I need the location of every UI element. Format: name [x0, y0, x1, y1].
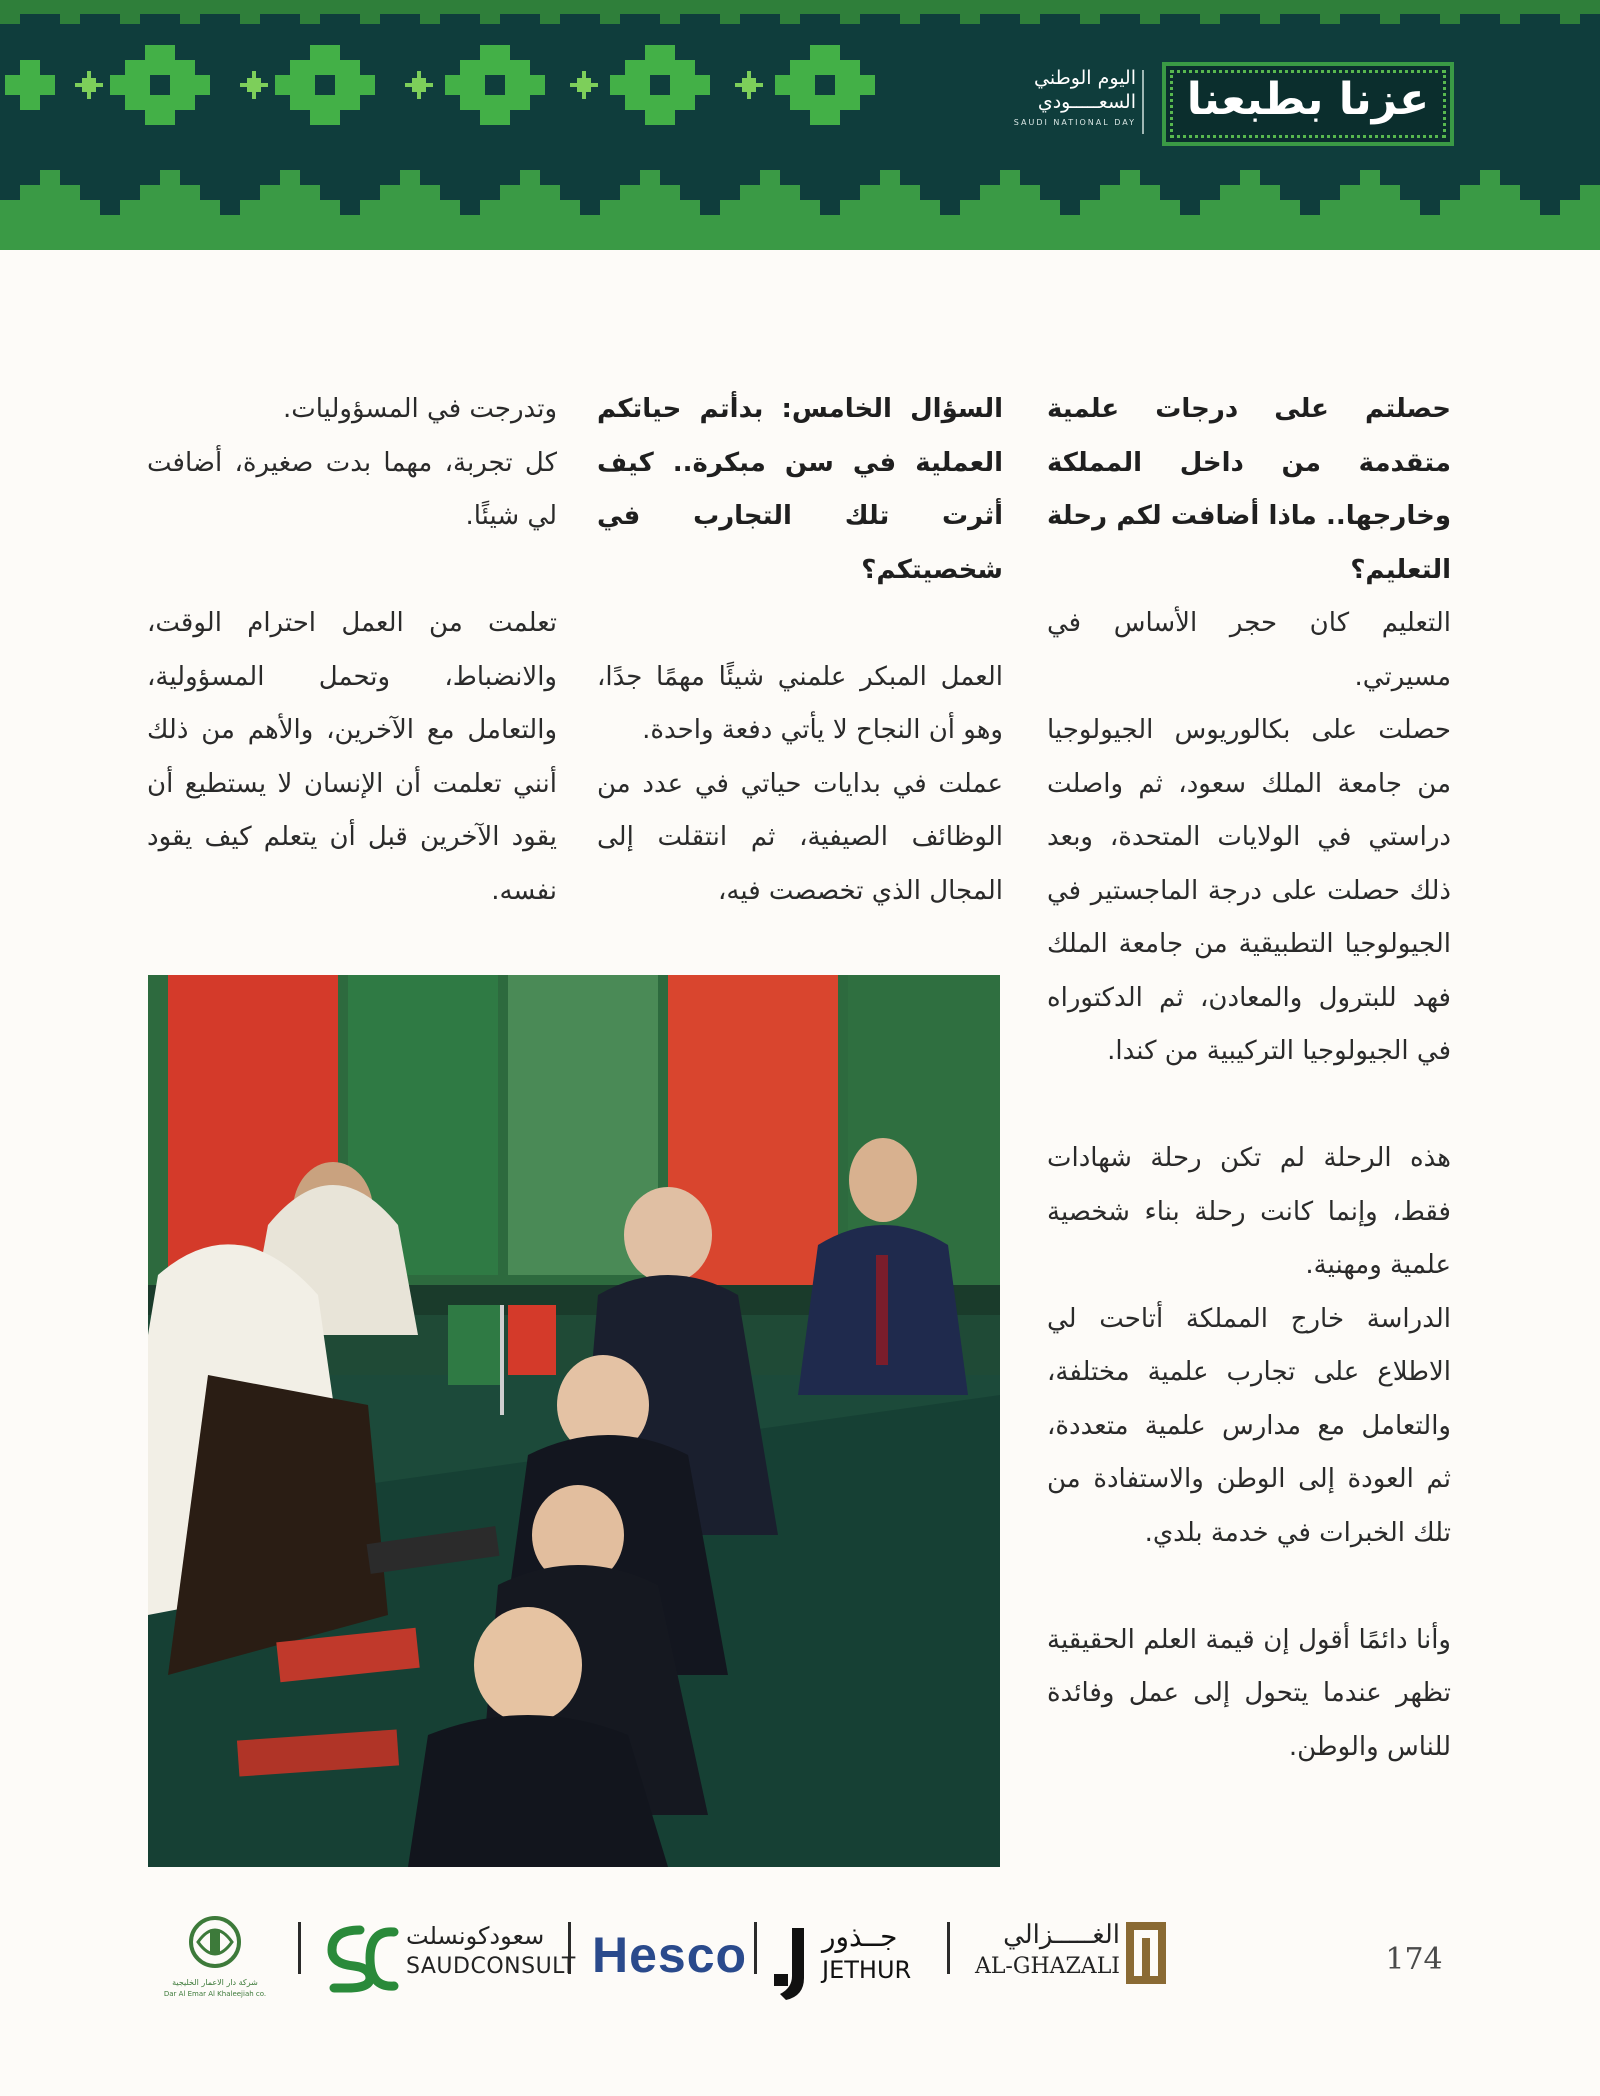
paragraph: حصلت على بكالوريوس الجيولوجيا من جامعة الملك سعود، ثم واصلت دراستي في الولايات المتحدة، وبعد ذلك حصلت على درجة الماجستير في الجيولوجيا التطبيقية من جامعة الملك فهد للبترول والمعادن، ثم الدكتوراه في الجيولوجيا التركيبية من كندا.	[1047, 715, 1451, 1066]
paragraph: الدراسة خارج المملكة أتاحت لي الاطلاع على تجارب علمية مختلفة، والتعامل مع مدارس علمية متعددة، ثم العودة إلى الوطن والاستفادة من تلك الخبرات في خدمة بلدي.	[1047, 1303, 1451, 1548]
sponsor-logo-saudconsult	[324, 1908, 576, 2008]
paragraph: عملت في بدايات حياتي في عدد من الوظائف الصيفية، ثم انتقلت إلى المجال الذي تخصصت فيه،	[597, 768, 1003, 906]
alghazali-arabic: الغـــــزالي	[1003, 1920, 1120, 1950]
paragraph: وتدرجت في المسؤوليات.	[282, 394, 557, 424]
logo-divider	[1142, 70, 1144, 134]
photo-illustration	[148, 975, 1000, 1867]
article-column-middle	[597, 383, 1003, 918]
footer-separator	[754, 1922, 757, 1974]
question-heading: حصلتم على درجات علمية متقدمة من داخل المملكة وخارجها.. ماذا أضافت لكم رحلة التعليم؟	[1047, 394, 1451, 585]
campaign-logo	[1162, 62, 1454, 146]
saudconsult-english: SAUDCONSULT	[406, 1954, 576, 1979]
dar-al-emar-arabic: شركة دار الاعمار الخليجية	[172, 1978, 258, 1987]
national-day-english: SAUDI NATIONAL DAY	[1013, 118, 1136, 127]
saudconsult-arabic: سعودكونسلت	[406, 1922, 545, 1950]
jethur-english: JETHUR	[822, 1956, 912, 1984]
paragraph: كل تجربة، مهما بدت صغيرة، أضافت لي شيئًا.	[147, 447, 557, 531]
jethur-mark-icon	[770, 1908, 820, 2008]
national-day-line-2: السعـــــودي	[1037, 91, 1136, 113]
signing-ceremony-photo	[148, 975, 1000, 1867]
question-heading: السؤال الخامس: بدأتم حياتكم العملية في سن مبكرة.. كيف أثرت تلك التجارب في شخصيتكم؟	[597, 394, 1003, 585]
footer-separator	[298, 1922, 301, 1974]
sponsor-logo-hesco	[588, 1908, 748, 2008]
article-column-right	[1047, 383, 1451, 1774]
header-banner	[0, 0, 1600, 250]
dar-al-emar-english: Dar Al Emar Al Khaleejiah co.	[163, 1990, 267, 1998]
footer-separator	[947, 1922, 950, 1974]
sponsor-logo-jethur	[770, 1908, 934, 2008]
saudi-national-day-logo	[960, 66, 1136, 142]
sponsor-logo-dar-al-emar	[150, 1908, 280, 2008]
saudconsult-mark-icon	[324, 1908, 400, 2008]
dar-al-emar-mark-icon	[150, 1912, 280, 1976]
national-day-line-1: اليوم الوطني	[1034, 67, 1136, 89]
campaign-logo-text: عزنا بطبعنا	[1186, 74, 1430, 125]
hesco-wordmark: Hesco	[592, 1927, 748, 1983]
alghazali-english: AL-GHAZALI	[974, 1954, 1120, 1979]
paragraph: العمل المبكر علمني شيئًا مهمًا جدًا، وهو أن النجاح لا يأتي دفعة واحدة.	[597, 661, 1003, 745]
paragraph: التعليم كان حجر الأساس في مسيرتي.	[1047, 608, 1451, 692]
sponsor-logo-alghazali	[966, 1908, 1172, 2008]
jethur-arabic: جــذور	[822, 1920, 898, 1953]
article-column-left	[147, 383, 557, 918]
paragraph: تعلمت من العمل احترام الوقت، والانضباط، وتحمل المسؤولية، والتعامل مع الآخرين، والأهم من ذلك أنني تعلمت أن الإنسان لا يستطيع أن يقود الآخرين قبل أن يتعلم كيف يقود نفسه.	[147, 608, 557, 906]
paragraph: هذه الرحلة لم تكن رحلة شهادات فقط، وإنما كانت رحلة بناء شخصية علمية ومهنية.	[1047, 1143, 1451, 1280]
page-number: 174	[1385, 1942, 1443, 1977]
paragraph: وأنا دائمًا أقول إن قيمة العلم الحقيقية تظهر عندما يتحول إلى عمل وفائدة للناس والوطن.	[1047, 1624, 1451, 1762]
